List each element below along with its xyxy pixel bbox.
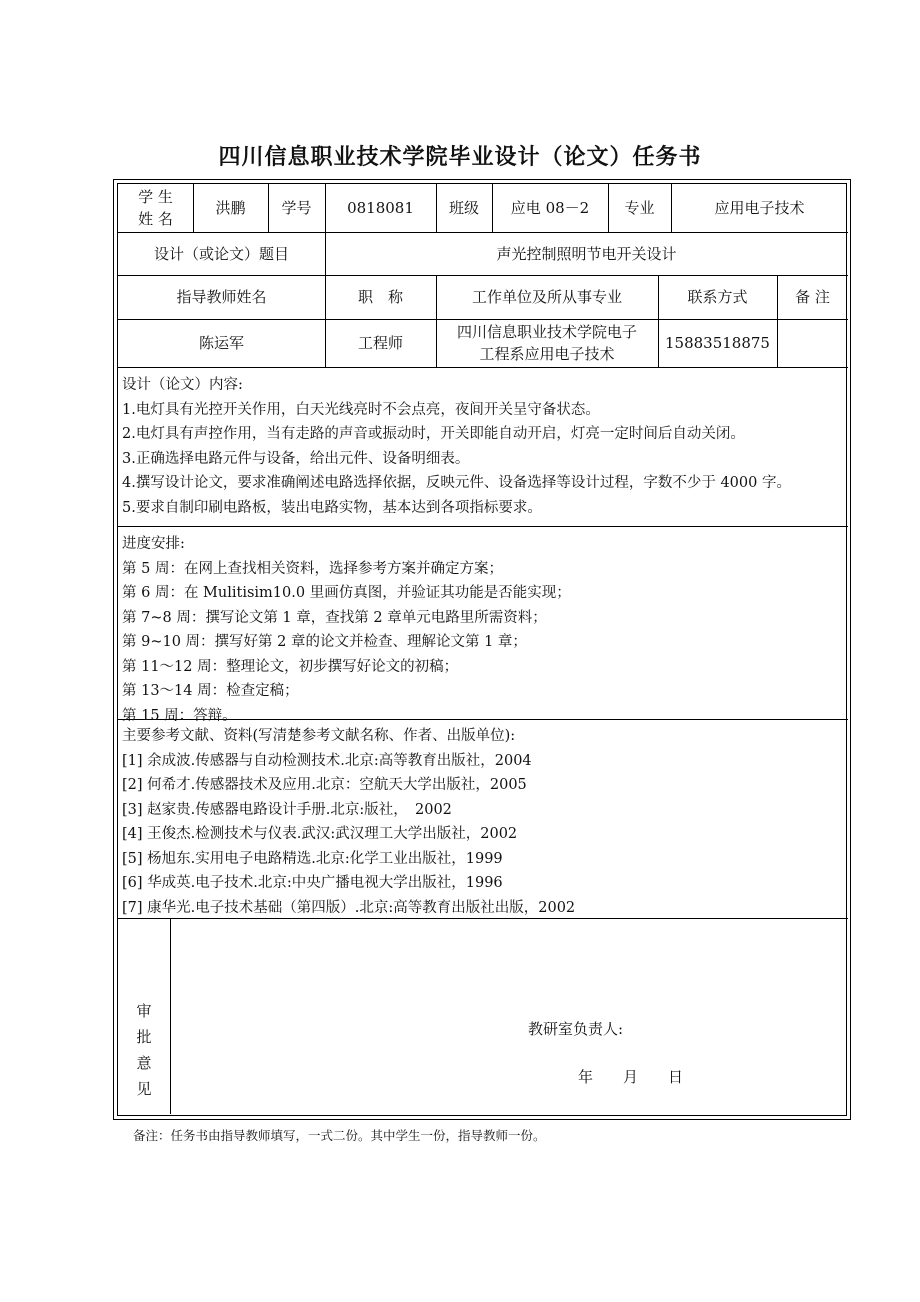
student-id: 0818081 [347,199,414,217]
references-section [122,724,575,920]
content-item: 3.正确选择电路元件与设备，给出元件、设备明细表。 [122,450,470,467]
approval-section [118,918,848,1114]
topic-value: 声光控制照明节电开关设计 [496,244,677,263]
footnote: 备注：任务书由指导教师填写，一式二份。其中学生一份，指导教师一份。 [133,1128,546,1143]
teacher-title: 工程师 [357,334,403,352]
content-section [122,373,791,520]
schedule-item: 第 6 周：在 Mulitisim10.0 里画仿真图，并验证其功能是否能实现； [122,585,571,601]
reference-item: [6] 华成英.电子技术.北京:中央广播电视大学出版社，1996 [122,875,503,891]
references-heading: 主要参考文献、资料(写清楚参考文献名称、作者、出版单位): [122,728,516,744]
major-label: 专业 [624,199,655,217]
major-value: 应用电子技术 [714,199,805,217]
task-form-table [113,179,851,1120]
content-item: 1.电灯具有光控开关作用，白天光线亮时不会点亮，夜间开关呈守备状态。 [122,401,600,418]
reference-item: [3] 赵家贵.传感器电路设计手册.北京:版社， 2002 [122,801,452,818]
class-value: 应电 08－2 [510,199,590,217]
schedule-item: 第 11～12 周：整理论文，初步撰写好论文的初稿； [122,658,459,675]
reference-item: [2] 何希才.传感器技术及应用.北京：空航天大学出版社，2005 [122,777,527,793]
content-item: 4.撰写设计论文，要求准确阐述电路选择依据，反映元件、设备选择等设计过程，字数不少于 4000 字。 [122,475,791,491]
teacher-contact: 15883518875 [665,334,770,352]
schedule-item: 第 5 周：在网上查找相关资料，选择参考方案并确定方案； [122,560,503,577]
schedule-heading: 进度安排: [122,536,185,552]
task-form-inner [117,183,847,1116]
student-name: 洪鹏 [215,199,246,217]
reference-item: [1] 余成波.传感器与自动检测技术.北京:高等教育出版社，2004 [122,752,532,769]
content-item: 2.电灯具有声控作用，当有走路的声音或振动时，开关即能自动开启，灯亮一定时间后自动关闭。 [122,426,745,442]
content-heading: 设计（论文）内容: [122,377,243,393]
schedule-item: 第 13～14 周：检查定稿； [122,683,299,699]
approval-signer: 教研室负责人: [528,1020,624,1038]
schedule-section [122,532,571,728]
document-title: 四川信息职业技术学院毕业设计（论文）任务书 [218,145,702,170]
teacher-unit-header: 工作单位及所从事专业 [471,288,622,306]
teacher-name-header: 指导教师姓名 [176,288,267,306]
approval-label: 审 批 意 见 [136,1002,152,1098]
class-label: 班级 [448,199,479,217]
reference-item: [5] 杨旭东.实用电子电路精选.北京:化学工业出版社，1999 [122,850,503,867]
teacher-remark [777,319,848,367]
schedule-item: 第 9~10 周：撰写好第 2 章的论文并检查、理解论文第 1 章； [122,634,527,650]
teacher-name: 陈运军 [198,334,244,352]
student-name-label: 学 生 姓 名 [138,188,173,228]
student-id-label: 学号 [281,199,312,217]
teacher-contact-header: 联系方式 [687,288,748,306]
schedule-item: 第 7~8 周：撰写论文第 1 章，查找第 2 章单元电路里所需资料； [122,609,547,626]
teacher-remark-header: 备 注 [795,288,830,306]
topic-label: 设计（或论文）题目 [153,244,289,263]
reference-item: [7] 康华光.电子技术基础（第四版）.北京:高等教育出版社出版，2002 [122,899,576,916]
schedule-item: 第 15 周：答辩。 [122,707,237,724]
teacher-title-header: 职 称 [357,288,403,306]
reference-item: [4] 王俊杰.检测技术与仪表.武汉:武汉理工大学出版社，2002 [122,826,518,842]
teacher-unit: 四川信息职业技术学院电子 工程系应用电子技术 [456,323,637,363]
content-item: 5.要求自制印刷电路板，装出电路实物，基本达到各项指标要求。 [122,499,542,516]
approval-date: 年 月 日 [578,1068,684,1086]
